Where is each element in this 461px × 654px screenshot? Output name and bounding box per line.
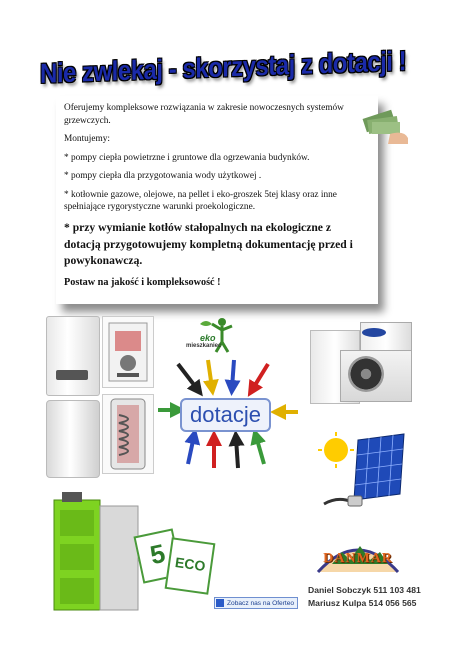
water-tank-image <box>46 400 100 478</box>
info-motto: Postaw na jakość i kompleksowość ! <box>64 277 221 289</box>
info-item-water-pumps: * pompy ciepła dla przygotowania wody użytkowej . <box>64 171 262 182</box>
brand-badge <box>362 328 386 337</box>
info-montujemy: Montujemy: <box>64 134 110 145</box>
dotacje-label: dotacje <box>180 398 271 432</box>
info-item-boilers: * kotłownie gazowe, olejowe, na pellet i eko-groszek 5tej klasy oraz inne spełniające rygorystyczne warunki proekologiczne. <box>64 189 337 213</box>
eko-label: eko <box>200 333 216 343</box>
oferteo-button[interactable]: Zobacz nas na Oferteo <box>214 597 298 609</box>
danmar-logo-text: DANMAR <box>323 551 393 566</box>
fan-icon <box>348 356 384 392</box>
info-item-heat-pumps: * pompy ciepła powietrzne i gruntowe dla ogrzewania budynków. <box>64 152 310 163</box>
oferteo-icon <box>216 599 224 607</box>
info-intro: Oferujemy kompleksowe rozwiązania w zakresie nowoczesnych systemów grzewczych. <box>64 103 344 126</box>
info-subsidy-note: * przy wymianie kotłów stałopalnych na ekologiczne z dotacją przygotowujemy kompletną dokumentację przed i powykonawczą. <box>64 220 353 268</box>
headline: Nie zwlekaj - skorzystaj z dotacji ! <box>40 45 407 90</box>
eko-sub-label: mieszkaniec <box>186 343 222 349</box>
wall-boiler-image <box>46 316 100 396</box>
tank-cutaway-image <box>102 394 154 474</box>
pellet-boiler-image <box>52 490 142 616</box>
boiler-cutaway-image <box>102 316 154 388</box>
eco-design-badge: ECO <box>165 537 216 595</box>
info-box <box>56 96 378 304</box>
contact-mariusz: Mariusz Kulpa 514 056 565 <box>308 598 417 608</box>
contact-daniel: Daniel Sobczyk 511 103 481 <box>308 585 421 595</box>
solar-panel-icon <box>318 430 408 518</box>
boiler-display <box>56 370 88 380</box>
money-hand-icon <box>360 108 410 148</box>
class5-badge: 5 <box>133 528 182 583</box>
